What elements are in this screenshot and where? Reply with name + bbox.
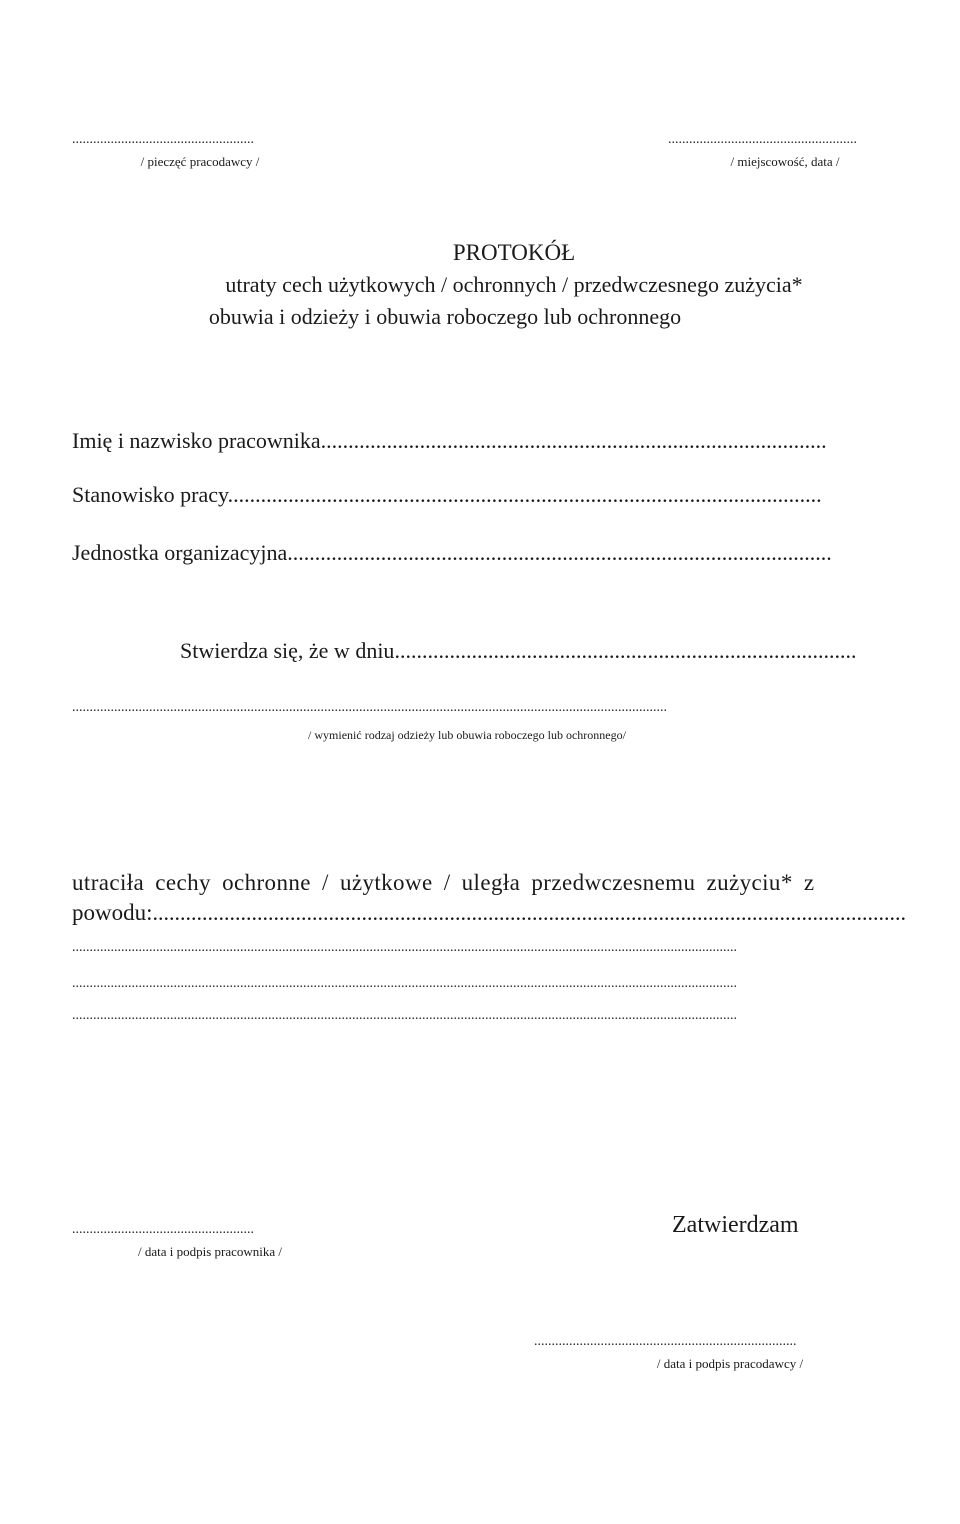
- employee-signature-dots: ....................................................: [72, 1222, 254, 1237]
- reason-label: powodu:: [72, 900, 153, 925]
- employee-name-dots: ............................................................................................: [320, 428, 827, 453]
- position-label: Stanowisko pracy: [72, 482, 228, 507]
- employer-stamp-dots: ....................................................: [72, 132, 254, 147]
- employee-name-field: [72, 428, 862, 454]
- unit-field: [72, 540, 862, 566]
- reason-extra-line-3: ..............................................................................................................................................................................................: [72, 1008, 737, 1023]
- position-field: [72, 482, 862, 508]
- reason-extra-line-1: ..............................................................................................................................................................................................: [72, 940, 737, 955]
- reason-field: [72, 900, 950, 926]
- position-dots: ............................................................................................................: [227, 482, 822, 507]
- reason-extra-line-2: ..............................................................................................................................................................................................: [72, 976, 737, 991]
- document-title: PROTOKÓŁ: [452, 240, 576, 265]
- statement-field: [180, 638, 862, 664]
- statement-label: Stwierdza się, że w dniu: [180, 638, 395, 663]
- document-subtitle-line1: utraty cech użytkowych / ochronnych / przedwczesnego zużycia*: [225, 272, 803, 297]
- employee-name-label: Imię i nazwisko pracownika: [72, 428, 321, 453]
- unit-dots: ...................................................................................................: [287, 540, 832, 565]
- reason-line1: utraciła cechy ochronne / użytkowe / uległa przedwczesnemu zużyciu* z: [72, 870, 815, 895]
- approve-label: Zatwierdzam: [672, 1212, 799, 1238]
- employer-signature-caption: / data i podpis pracodawcy /: [656, 1356, 804, 1371]
- reason-dots: .........................................................................................................................................: [152, 900, 906, 925]
- statement-dots: ....................................................................................: [394, 638, 857, 663]
- item-dots: ..........................................................................................................................................................................: [72, 700, 667, 715]
- place-date-caption: / miejscowość, data /: [730, 154, 840, 169]
- item-caption: / wymienić rodzaj odzieży lub obuwia roboczego lub ochronnego/: [308, 728, 626, 742]
- employer-signature-dots: ...........................................................................: [534, 1334, 797, 1349]
- unit-label: Jednostka organizacyjna: [72, 540, 288, 565]
- employee-signature-caption: / data i podpis pracownika /: [137, 1244, 283, 1259]
- document-subtitle-line2: obuwia i odzieży i obuwia roboczego lub ochronnego: [208, 304, 682, 329]
- employer-stamp-caption: / pieczęć pracodawcy /: [140, 154, 260, 169]
- place-date-dots: ......................................................: [668, 132, 857, 147]
